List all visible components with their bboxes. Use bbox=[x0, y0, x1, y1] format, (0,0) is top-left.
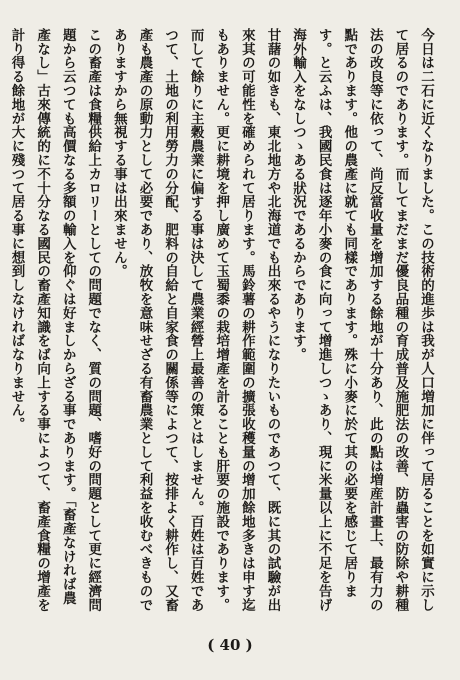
paragraph: この畜產は食糧供給上カロリーとしての問題でなく、質の問題、嗜好の問題として更に經濟問題から云つても高價なる多額の輸入を仰ぐは好ましからざる事であります。「畜產なければ農產なし」古來傳統的に不十分なる國民の畜產知識をば向上する事によつて、畜產食糧の增產を計り得る餘地が大に殘つて居る事に想到しなければなりません。 bbox=[8, 28, 102, 612]
body-text bbox=[8, 28, 438, 612]
paragraph bbox=[0, 28, 3, 612]
page-number: ( 40 ) bbox=[207, 636, 253, 654]
paragraph: 今日は二石に近くなりました。この技術的進歩は我が人口増加に伴って居ることを如實に示して居るのであります。而してまだまだ優良品種の育成普及施肥法の改善、防蟲害の防除や耕種法の改良等に依って、尚反當收量を增加する餘地が十分あり、此の點は増産計畫上、最有力の點であります。他の農產に就ても同樣であります。殊に小麥に於て其の必要を感じて居ります。と云ふは、我國民食は逐年小麥の食に向って增進しつゝあり、現に米量以上に不足を告げ海外輸入をなしつゝある狀況であるからであります。 bbox=[290, 28, 434, 612]
paragraph: 而して餘りに主穀農業に偏する事は決して農業經營上最善の策とはしません。百姓は百姓であつて、土地の利用勞力の分配、肥料の自給と自家食の關係等によつて、按排よく耕作し、又畜產も農產の原動力として必要であり、放牧を意味せざる有畜農業として利益を收むべきものでありますから無視する事は出來ません。 bbox=[110, 28, 204, 612]
paragraph: 甘藷の如きも、東北地方や北海道でも出來るやうになりたいものであつて、既に其の試驗が出來其の可能性を確められて居ります。馬鈴薯の耕作範圍の擴張收穫量の增加餘地多きは申す迄もありません。更に耕境を押し廣めて玉蜀黍の栽培增產を計ることも肝要の施設であります。 bbox=[213, 28, 281, 612]
